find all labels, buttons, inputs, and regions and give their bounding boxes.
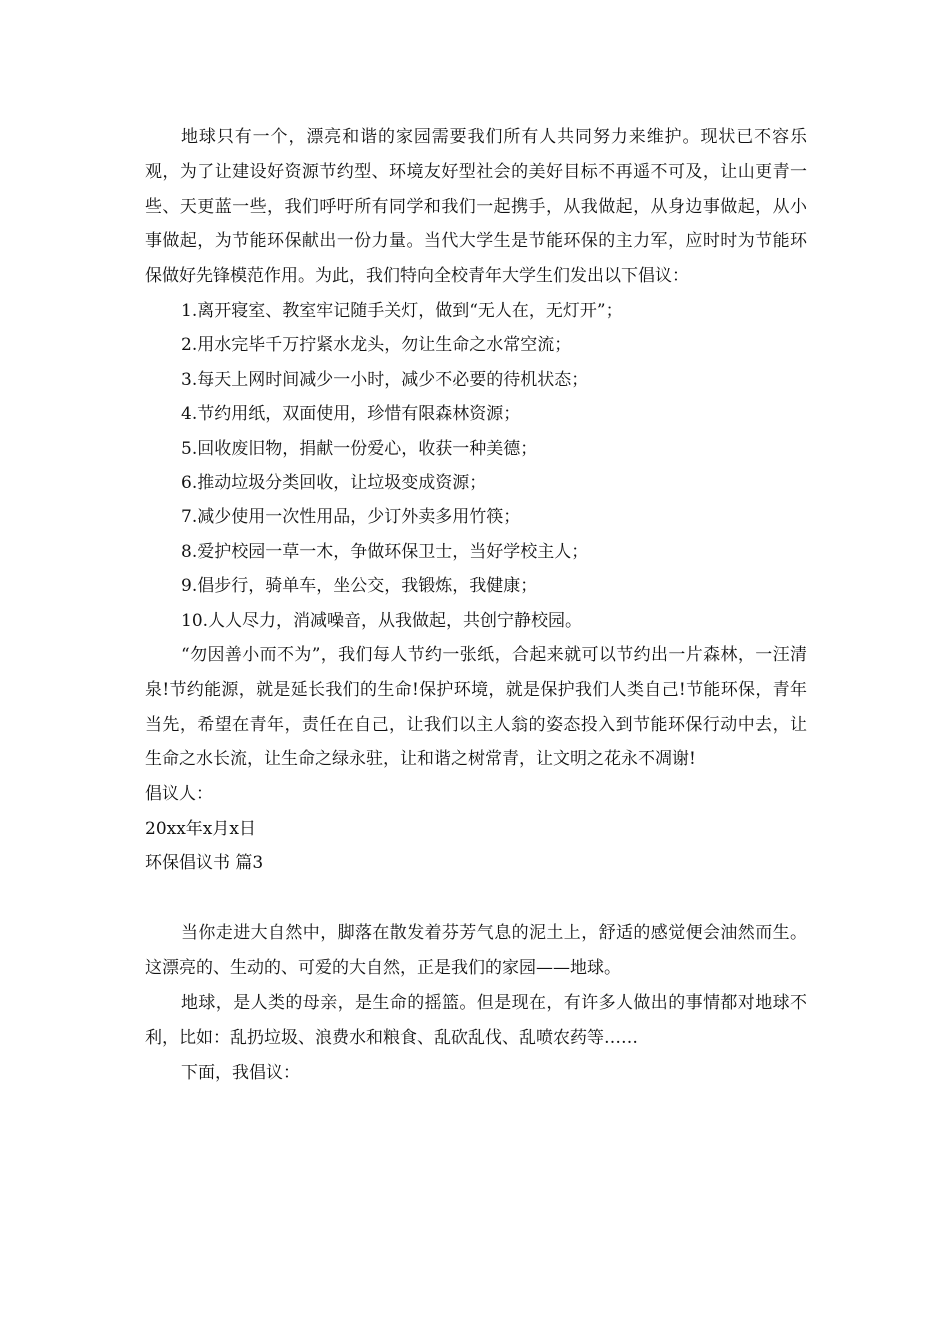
proposal-item: 3.每天上网时间减少一小时，减少不必要的待机状态；: [181, 369, 589, 390]
date-line: 20xx年x月x日: [145, 818, 256, 839]
section3-paragraph: 当你走进大自然中，脚落在散发着芬芳气息的泥土上，舒适的感觉便会油然而生。这漂亮的、生动的、可爱的大自然，正是我们的家园——地球。: [145, 923, 807, 979]
intro-paragraph: 地球只有一个，漂亮和谐的家园需要我们所有人共同努力来维护。现状已不容乐观，为了让建设好资源节约型、环境友好型社会的美好目标不再遥不可及，让山更青一些、天更蓝一些，我们呼吁所有同学和我们一起携手，从我做起，从身边事做起，从小事做起，为节能环保献出一份力量。当代大学生是节能环保的主力军，应时时为节能环保做好先锋模范作用。为此，我们特向全校青年大学生们发出以下倡议：: [145, 127, 807, 287]
proposal-item: 9.倡步行，骑单车，坐公交，我锻炼，我健康；: [181, 576, 538, 597]
proposal-item: 6.推动垃圾分类回收，让垃圾变成资源；: [181, 473, 487, 494]
proposal-item: 8.爱护校园一草一木，争做环保卫士，当好学校主人；: [181, 541, 589, 562]
document-page: [145, 120, 807, 1090]
proposal-item: 1.离开寝室、教室牢记随手关灯，做到“无人在，无灯开”；: [181, 300, 623, 321]
closing-paragraph: “勿因善小而不为”，我们每人节约一张纸，合起来就可以节约出一片森林，一汪清泉!节约能源，就是延长我们的生命!保护环境，就是保护我们人类自己!节能环保，青年当先，希望在青年，责任在自己，让我们以主人翁的姿态投入到节能环保行动中去，让生命之水长流，让生命之绿永驻，让和谐之树常青，让文明之花永不凋谢!: [145, 645, 807, 770]
section3-paragraph: 下面，我倡议：: [181, 1062, 300, 1083]
proposal-item: 2.用水完毕千万拧紧水龙头，勿让生命之水常空流；: [181, 335, 572, 356]
section-title: 环保倡议书 篇3: [145, 853, 264, 874]
signature-label: 倡议人：: [145, 784, 213, 805]
proposal-item: 7.减少使用一次性用品，少订外卖多用竹筷；: [181, 507, 521, 528]
proposal-item: 4.节约用纸，双面使用，珍惜有限森林资源；: [181, 404, 521, 425]
proposal-item: 10.人人尽力，消减噪音，从我做起，共创宁静校园。: [181, 610, 583, 631]
section-gap: [145, 880, 807, 916]
proposal-item: 5.回收废旧物，捐献一份爱心，收获一种美德；: [181, 438, 538, 459]
section3-paragraph: 地球，是人类的母亲，是生命的摇篮。但是现在，有许多人做出的事情都对地球不利，比如：乱扔垃圾、浪费水和粮食、乱砍乱伐、乱喷农药等……: [145, 993, 807, 1048]
proposal-list: [145, 294, 807, 638]
